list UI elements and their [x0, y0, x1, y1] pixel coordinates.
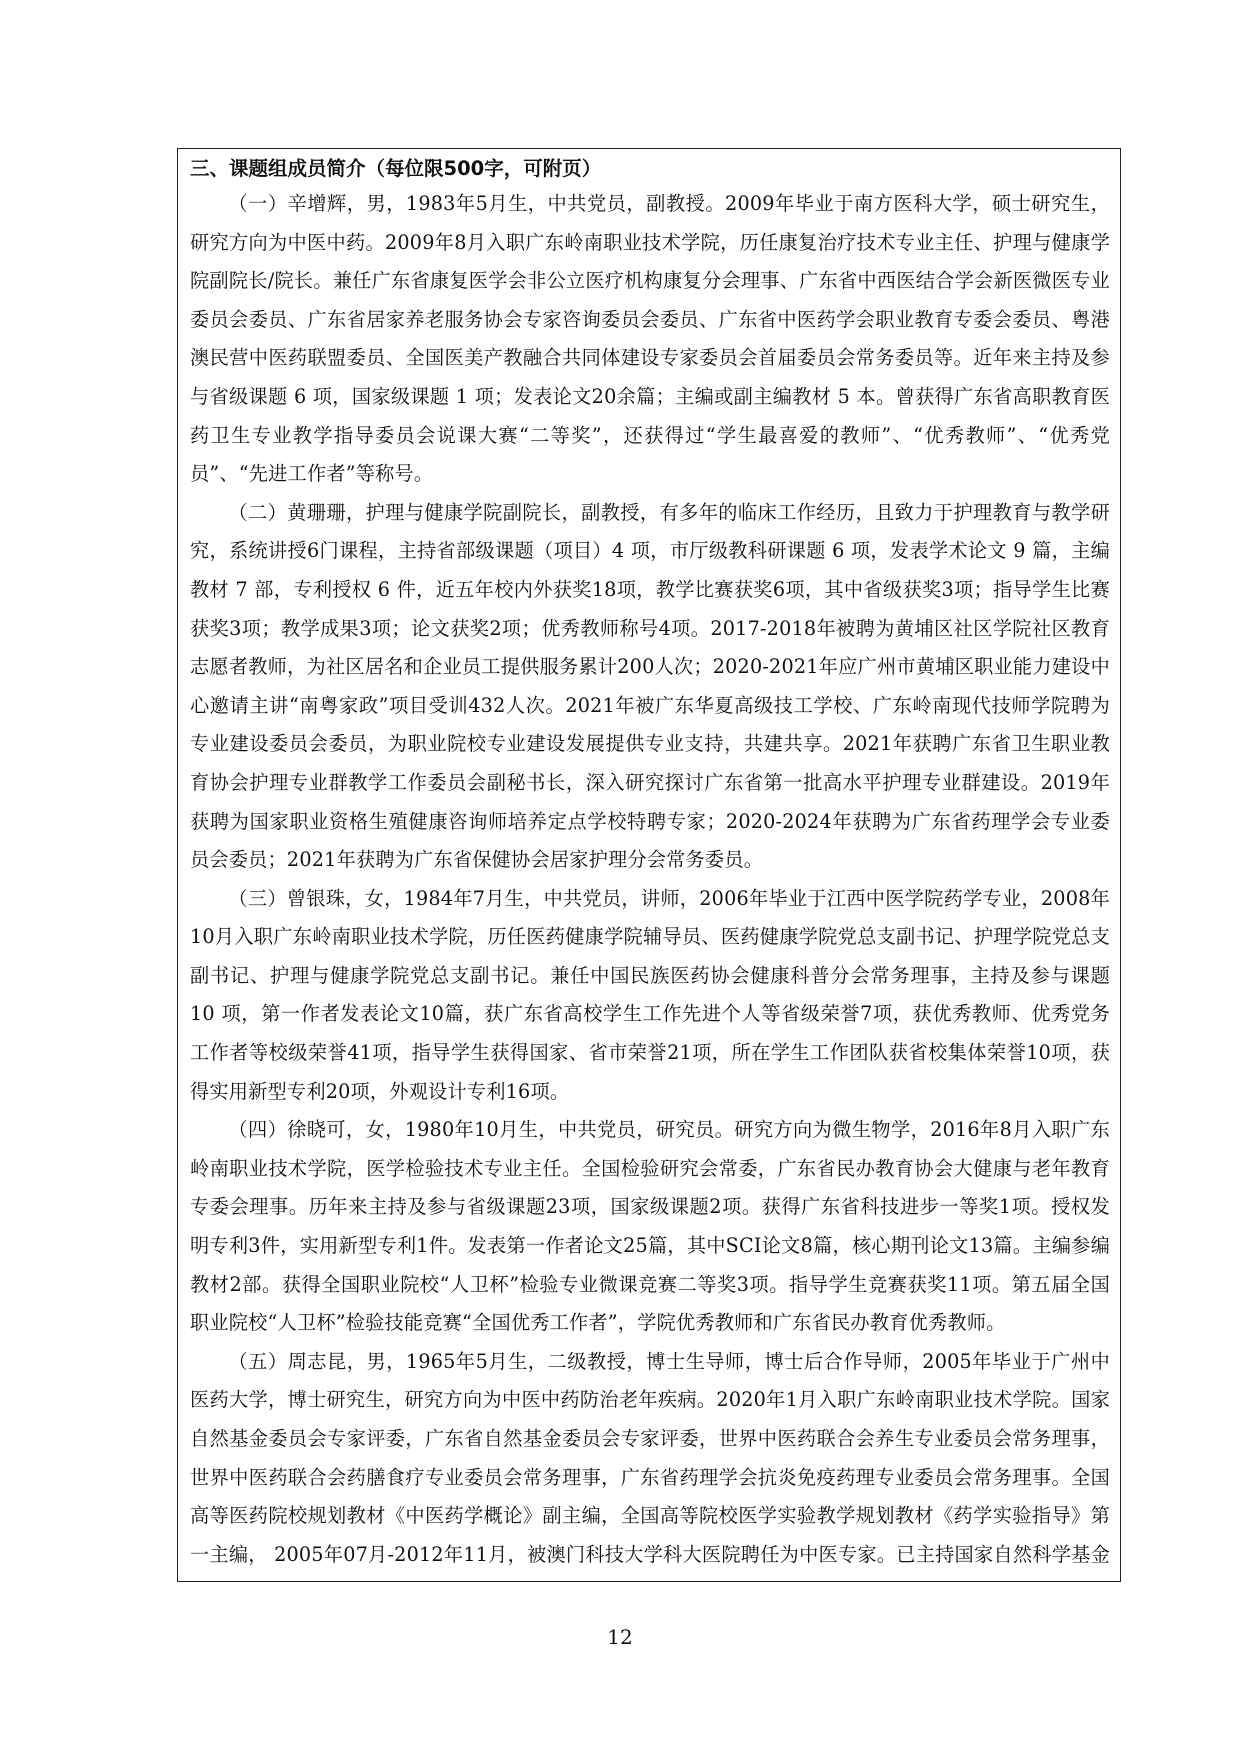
member-1-paragraph: （一）辛增辉，男，1983年5月生，中共党员，副教授。2009年毕业于南方医科大学，硕士研究生，研究方向为中医中药。2009年8月入职广东岭南职业技术学院，历任康复治疗技术专业主任、护理与健康学院副院长/院长。兼任广东省康复医学会非公立医疗机构康复分会理事、广东省中西医结合学会新医微医专业委员会委员、广东省居家养老服务协会专家咨询委员会委员、广东省中医药学会职业教育专委会委员、粤港澳民营中医药联盟委员、全国医美产教融合共同体建设专家委员会首届委员会常务委员等。近年来主持及参与省级课题 6 项，国家级课题 1 项；发表论文20余篇；主编或副主编教材 5 本。曾获得广东省高职教育医药卫生专业教学指导委员会说课大赛“二等奖”，还获得过“学生最喜爱的教师”、“优秀教师”、“优秀党员”、“先进工作者”等称号。 [190, 192, 1110, 486]
member-5-paragraph: （五）周志昆，男，1965年5月生，二级教授，博士生导师，博士后合作导师，2005年毕业于广州中医药大学，博士研究生，研究方向为中医中药防治老年疾病。2020年1月入职广东岭南职业技术学院。国家自然基金委员会专家评委，广东省自然基金委员会专家评委，世界中医药联合会养生专业委员会常务理事，世界中医药联合会药膳食疗专业委员会常务理事，广东省药理学会抗炎免疫药理专业委员会常务理事。全国高等医药院校规划教材《中医药学概论》副主编，全国高等院校医学实验教学规划教材《药学实验指导》第一主编， 2005年07月-2012年11月，被澳门科技大学科大医院聘任为中医专家。已主持国家自然科学基金 [190, 1349, 1110, 1566]
member-2-paragraph: （二）黄珊珊，护理与健康学院副院长，副教授，有多年的临床工作经历，且致力于护理教育与教学研究，系统讲授6门课程，主持省部级课题（项目）4 项，市厅级教科研课题 6 项，发表学术论文 9 篇，主编教材 7 部，专利授权 6 件，近五年校内外获奖18项，教学比赛获奖6项，其中省级获奖3项；指导学生比赛获奖3项；教学成果3项；论文获奖2项；优秀教师称号4项。2017-2018年被聘为黄埔区社区学院社区教育志愿者教师，为社区居名和企业员工提供服务累计200人次；2020-2021年应广州市黄埔区职业能力建设中心邀请主讲“南粤家政”项目受训432人次。2021年被广东华夏高级技工学校、广东岭南现代技师学院聘为专业建设委员会委员，为职业院校专业建设发展提供专业支持，共建共享。2021年获聘广东省卫生职业教育协会护理专业群教学工作委员会副秘书长，深入研究探讨广东省第一批高水平护理专业群建设。2019年获聘为国家职业资格生殖健康咨询师培养定点学校特聘专家；2020-2024年获聘为广东省药理学会专业委员会委员；2021年获聘为广东省保健协会居家护理分会常务委员。 [190, 500, 1110, 872]
section-title: 三、课题组成员简介（每位限500字，可附页） [190, 157, 602, 180]
member-4-paragraph: （四）徐晓可，女，1980年10月生，中共党员，研究员。研究方向为微生物学，2016年8月入职广东岭南职业技术学院，医学检验技术专业主任。全国检验研究会常委，广东省民办教育协会大健康与老年教育专委会理事。历年来主持及参与省级课题23项，国家级课题2项。获得广东省科技进步一等奖1项。授权发明专利3件，实用新型专利1件。发表第一作者论文25篇，其中SCI论文8篇，核心期刊论文13篇。主编参编教材2部。获得全国职业院校“人卫杯”检验专业微课竞赛二等奖3项。指导学生竞赛获奖11项。第五届全国职业院校“人卫杯”检验技能竞赛“全国优秀工作者”，学院优秀教师和广东省民办教育优秀教师。 [190, 1118, 1110, 1335]
page-number: 12 [607, 1625, 633, 1649]
member-3-paragraph: （三）曾银珠，女，1984年7月生，中共党员，讲师，2006年毕业于江西中医学院药学专业，2008年10月入职广东岭南职业技术学院，历任医药健康学院辅导员、医药健康学院党总支副书记、护理学院党总支副书记、护理与健康学院党总支副书记。兼任中国民族医药协会健康科普分会常务理事，主持及参与课题 10 项，第一作者发表论文10篇，获广东省高校学生工作先进个人等省级荣誉7项，获优秀教师、优秀党务工作者等校级荣誉41项，指导学生获得国家、省市荣誉21项，所在学生工作团队获省校集体荣誉10项，获得实用新型专利20项，外观设计专利16项。 [190, 886, 1110, 1103]
member-intro-table [177, 148, 1121, 1582]
